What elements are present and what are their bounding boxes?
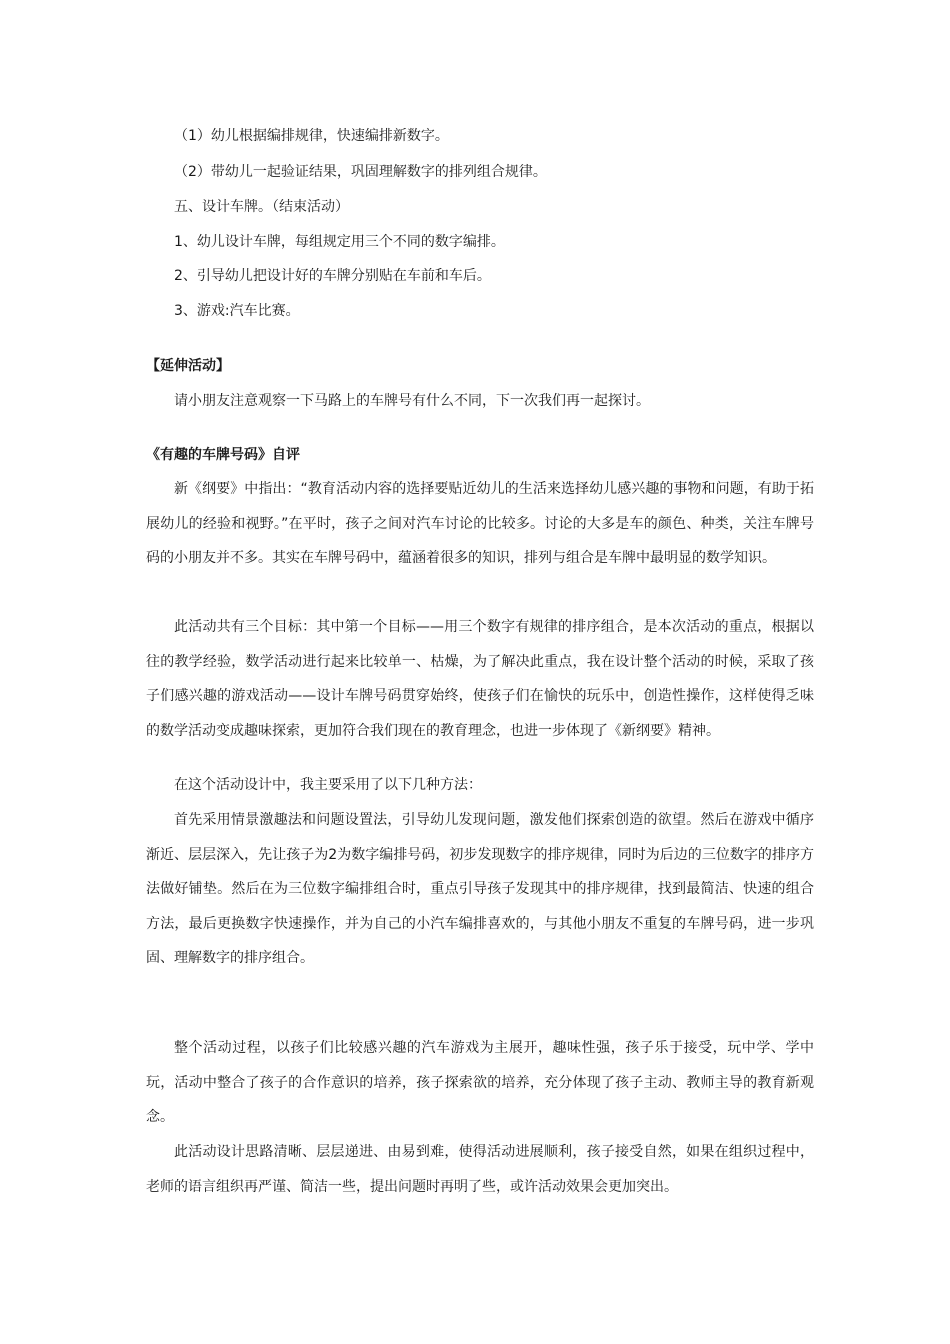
section-five-heading: 五、设计车牌。（结束活动） — [174, 199, 349, 215]
review-paragraph-5: 整个活动过程，以孩子们比较感兴趣的汽车游戏为主展开，趣味性强，孩子乐于接受，玩中学、学中玩，活动中整合了孩子的合作意识的培养，孩子探索欲的培养，充分体现了孩子主动、教师主导的教育新观念。 — [146, 1040, 814, 1125]
extension-text: 请小朋友注意观察一下马路上的车牌号有什么不同，下一次我们再一起探讨。 — [174, 393, 650, 409]
step-1: （1）幼儿根据编排规律，快速编排新数字。 — [174, 128, 449, 144]
review-paragraph-4: 首先采用情景激趣法和问题设置法，引导幼儿发现问题，激发他们探索创造的欲望。然后在游戏中循序渐近、层层深入，先让孩子为2为数字编排号码，初步发现数字的排序规律，同时为后边的三位数字的排序方法做好铺垫。然后在为三位数字编排组合时，重点引导孩子发现其中的排序规律，找到最简洁、快速的组合方法，最后更换数字快速操作，并为自己的小汽车编排喜欢的，与其他小朋友不重复的车牌号码，进一步巩固、理解数字的排序组合。 — [146, 812, 814, 966]
review-paragraph-3: 在这个活动设计中，我主要采用了以下几种方法： — [174, 777, 482, 793]
review-paragraph-1: 新《纲要》中指出：“教育活动内容的选择要贴近幼儿的生活来选择幼儿感兴趣的事物和问题，有助于拓展幼儿的经验和视野。”在平时，孩子之间对汽车讨论的比较多。讨论的大多是车的颜色、种类，关注车牌号码的小朋友并不多。其实在车牌号码中，蕴涵着很多的知识，排列与组合是车牌中最明显的数学知识。 — [146, 481, 814, 566]
review-paragraph-6: 此活动设计思路清晰、层层递进、由易到难，使得活动进展顺利，孩子接受自然，如果在组织过程中，老师的语言组织再严谨、简洁一些，提出问题时再明了些，或许活动效果会更加突出。 — [146, 1144, 814, 1195]
extension-heading: 【延伸活动】 — [146, 358, 230, 374]
review-paragraph-2: 此活动共有三个目标：其中第一个目标——用三个数字有规律的排序组合，是本次活动的重点，根据以往的教学经验，数学活动进行起来比较单一、枯燥，为了解决此重点，我在设计整个活动的时候，采取了孩子们感兴趣的游戏活动——设计车牌号码贯穿始终，使孩子们在愉快的玩乐中，创造性操作，这样使得乏味的数学活动变成趣味探索，更加符合我们现在的教育理念，也进一步体现了《新纲要》精神。 — [146, 619, 814, 739]
section-five-item-2: 2、引导幼儿把设计好的车牌分别贴在车前和车后。 — [174, 268, 491, 284]
review-heading: 《有趣的车牌号码》自评 — [146, 447, 300, 463]
step-2: （2）带幼儿一起验证结果，巩固理解数字的排列组合规律。 — [174, 164, 547, 180]
section-five-item-3: 3、游戏:汽车比赛。 — [174, 303, 300, 319]
section-five-item-1: 1、幼儿设计车牌，每组规定用三个不同的数字编排。 — [174, 234, 505, 250]
